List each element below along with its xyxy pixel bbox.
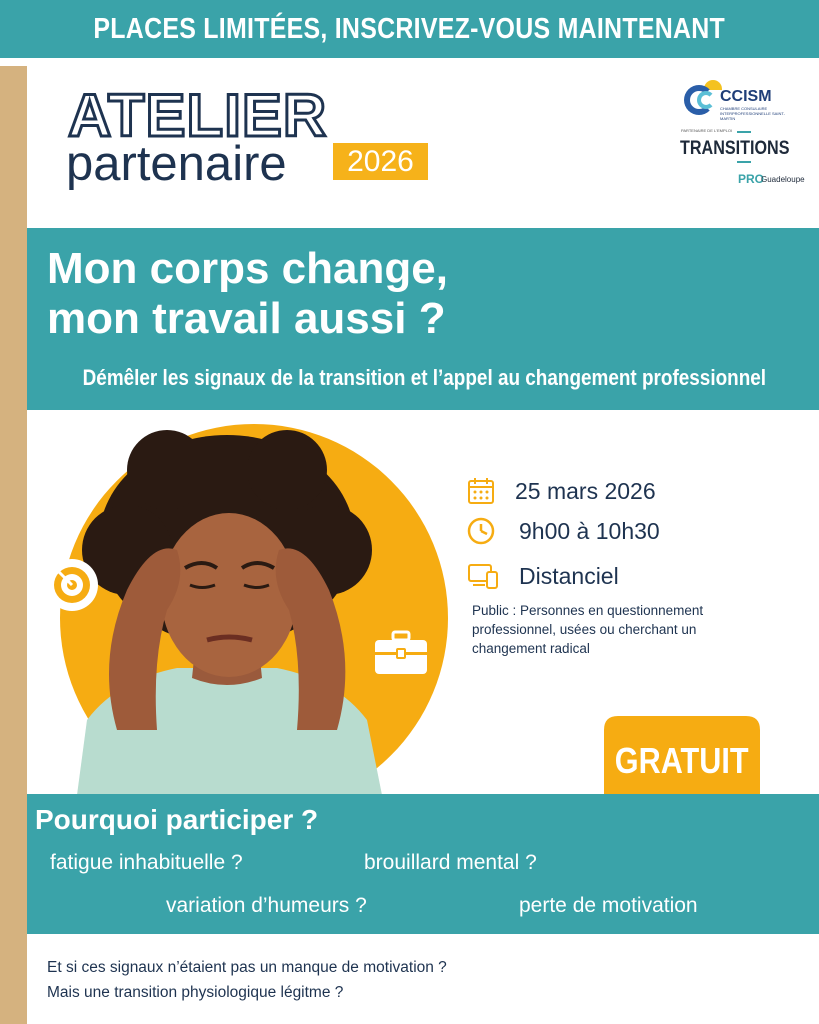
banner-text: PLACES LIMITÉES, INSCRIVEZ-VOUS MAINTENANT <box>93 12 726 45</box>
devices-icon <box>467 562 499 590</box>
reason-item: variation d’humeurs ? <box>166 894 367 917</box>
event-date: 25 mars 2026 <box>515 477 656 504</box>
transitions-region: Guadeloupe <box>761 175 805 184</box>
year-badge: 2026 <box>333 143 428 180</box>
headline-line-1: Mon corps change, <box>47 244 448 293</box>
closing-line-1: Et si ces signaux n’étaient pas un manque de motivation ? <box>47 959 447 976</box>
calendar-icon <box>467 477 495 505</box>
clock-icon <box>467 517 495 545</box>
cci-logo-subtitle: CHAMBRE CONSULAIRE INTERPROFESSIONNELLE SAINT-MARTIN <box>720 106 785 121</box>
free-badge-label <box>598 740 766 782</box>
left-decorative-stripe <box>0 66 27 1024</box>
briefcase-icon <box>372 630 430 676</box>
transitions-name: TRANSITIONS <box>680 138 790 159</box>
transitions-small-text: PARTENAIRE DE L'EMPLOI <box>681 128 733 133</box>
event-time: 9h00 à 10h30 <box>519 517 660 544</box>
closing-text <box>47 955 447 1005</box>
why-title: Pourquoi participer ? <box>35 804 319 835</box>
cci-logo <box>684 82 794 122</box>
cci-logo-name: CCISM <box>720 88 772 105</box>
woman-portrait <box>57 430 397 795</box>
transitions-pro-logo <box>680 128 805 190</box>
headline-line-2: mon travail aussi ? <box>47 294 446 343</box>
top-banner <box>0 0 819 58</box>
event-format: Distanciel <box>519 562 619 589</box>
closing-line-2: Mais une transition physiologique légitme ? <box>47 984 344 1001</box>
atelier-title: ATELIER <box>68 82 328 149</box>
reason-item: perte de motivation <box>519 894 698 917</box>
audience-text: Public : Personnes en questionnement professionnel, usées ou cherchant un changement radical <box>472 603 704 656</box>
reason-item: fatigue inhabituelle ? <box>50 851 243 874</box>
subheadline <box>27 365 819 391</box>
format-row <box>467 562 619 590</box>
target-icon <box>42 555 100 613</box>
free-badge-text: GRATUIT <box>615 740 749 781</box>
reason-item: brouillard mental ? <box>364 851 537 874</box>
subheadline-text: Démêler les signaux de la transition et l’appel au changement professionnel <box>82 365 767 390</box>
time-row <box>467 517 660 545</box>
date-row <box>467 477 656 505</box>
cci-ring-inner <box>697 91 715 109</box>
headline <box>47 244 448 344</box>
partenaire-title: partenaire <box>66 137 287 191</box>
transitions-pro: PRO <box>738 172 765 186</box>
